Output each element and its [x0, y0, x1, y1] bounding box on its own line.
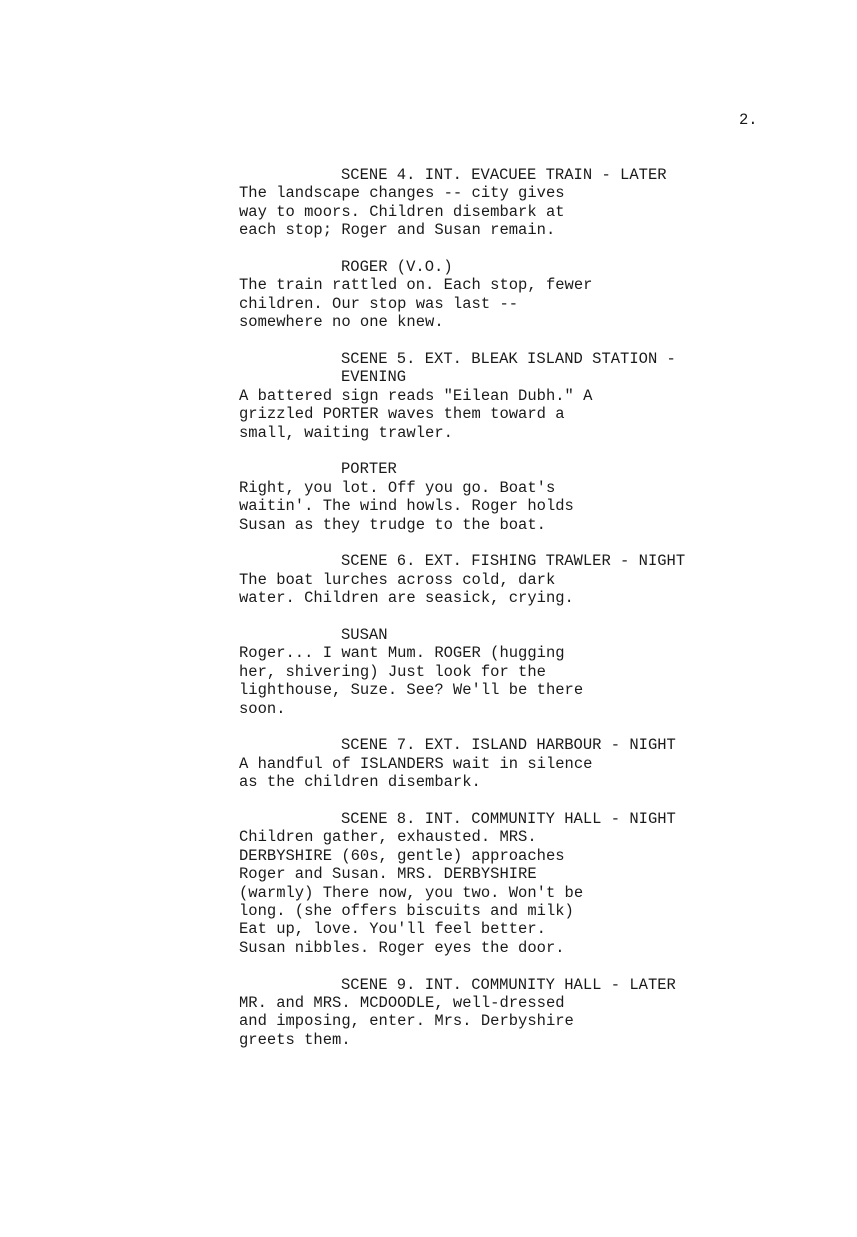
action-line: Eat up, love. You'll feel better.	[239, 920, 546, 939]
action-line: way to moors. Children disembark at	[239, 202, 565, 221]
scene-heading: EVENING	[341, 368, 407, 387]
action-line: DERBYSHIRE (60s, gentle) approaches	[239, 846, 565, 865]
action-line: somewhere no one knew.	[239, 313, 444, 332]
action-line: her, shivering) Just look for the	[239, 662, 546, 681]
action-line: Right, you lot. Off you go. Boat's	[239, 478, 556, 497]
action-line: Children gather, exhausted. MRS.	[239, 828, 537, 847]
scene-heading: SCENE 7. EXT. ISLAND HARBOUR - NIGHT	[341, 736, 676, 755]
scene-heading: SCENE 6. EXT. FISHING TRAWLER - NIGHT	[341, 552, 686, 571]
action-line: The landscape changes -- city gives	[239, 184, 565, 203]
action-line: The boat lurches across cold, dark	[239, 570, 556, 589]
action-line: small, waiting trawler.	[239, 423, 453, 442]
action-line: (warmly) There now, you two. Won't be	[239, 883, 584, 902]
action-line: and imposing, enter. Mrs. Derbyshire	[239, 1012, 574, 1031]
action-line: Susan as they trudge to the boat.	[239, 515, 546, 534]
action-line: children. Our stop was last --	[239, 294, 519, 313]
action-line: A handful of ISLANDERS wait in silence	[239, 754, 593, 773]
action-line: Roger and Susan. MRS. DERBYSHIRE	[239, 865, 537, 884]
character-name: PORTER	[341, 460, 397, 479]
action-line: greets them.	[239, 1030, 351, 1049]
action-line: each stop; Roger and Susan remain.	[239, 221, 556, 240]
action-line: The train rattled on. Each stop, fewer	[239, 276, 593, 295]
action-line: grizzled PORTER waves them toward a	[239, 405, 565, 424]
action-line: water. Children are seasick, crying.	[239, 589, 574, 608]
action-line: soon.	[239, 699, 286, 718]
action-line: as the children disembark.	[239, 773, 481, 792]
character-name: ROGER (V.O.)	[341, 258, 453, 276]
action-line: lighthouse, Suze. See? We'll be there	[239, 681, 584, 700]
scene-heading: SCENE 5. EXT. BLEAK ISLAND STATION -	[341, 350, 676, 368]
scene-heading: SCENE 8. INT. COMMUNITY HALL - NIGHT	[341, 810, 676, 828]
action-line: Susan nibbles. Roger eyes the door.	[239, 938, 565, 957]
scene-heading: SCENE 4. INT. EVACUEE TRAIN - LATER	[341, 166, 667, 184]
action-line: long. (she offers biscuits and milk)	[239, 902, 574, 920]
action-line: waitin'. The wind howls. Roger holds	[239, 497, 574, 516]
scene-heading: SCENE 9. INT. COMMUNITY HALL - LATER	[341, 975, 676, 994]
action-line: A battered sign reads "Eilean Dubh." A	[239, 386, 593, 405]
action-line: Roger... I want Mum. ROGER (hugging	[239, 644, 565, 663]
action-line: MR. and MRS. MCDOODLE, well-dressed	[239, 994, 565, 1012]
character-name: SUSAN	[341, 626, 388, 644]
page-number: 2.	[739, 111, 758, 129]
